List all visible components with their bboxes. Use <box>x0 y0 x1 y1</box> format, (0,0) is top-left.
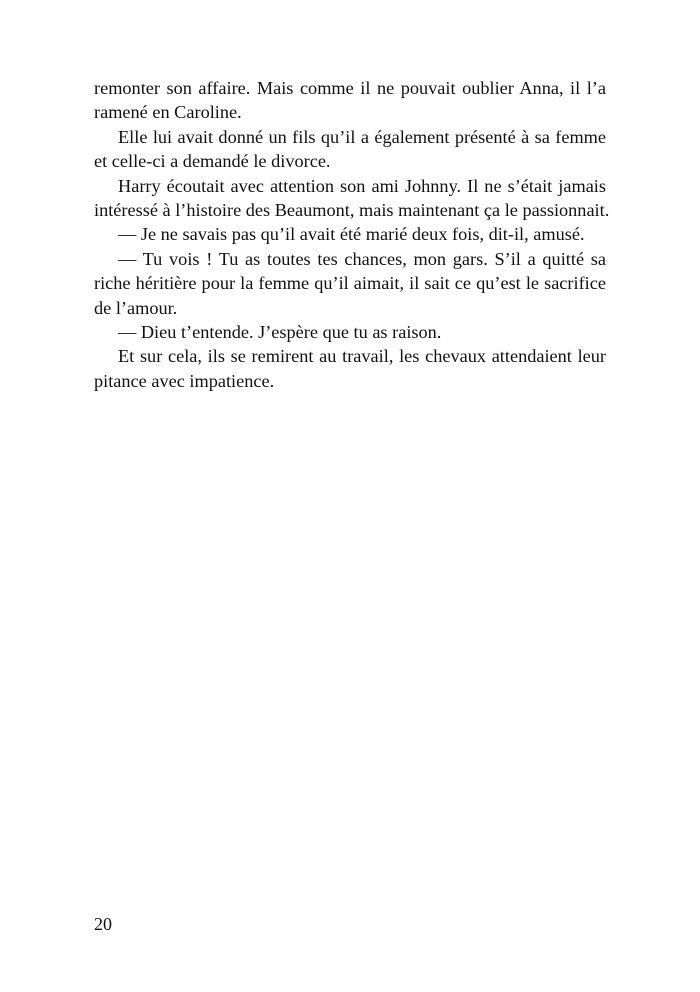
text-line: ramené en Caroline. <box>94 102 242 123</box>
text-line: Harry écoutait avec attention son ami Johnny. Il ne s’était jamais <box>118 175 606 196</box>
text-line: de l’amour. <box>94 297 178 318</box>
text-line: Elle lui avait donné un fils qu’il a également présenté à sa femme <box>118 126 606 147</box>
body-text <box>94 76 610 393</box>
text-line: intéressé à l’histoire des Beaumont, mais maintenant ça le passionnait. <box>94 200 610 221</box>
text-line: — Tu vois ! Tu as toutes tes chances, mon gars. S’il a quitté sa <box>118 248 606 269</box>
text-line: — Je ne savais pas qu’il avait été marié deux fois, dit-il, amusé. <box>118 224 585 245</box>
text-line: remonter son affaire. Mais comme il ne pouvait oublier Anna, il l’a <box>94 78 606 98</box>
paragraph <box>94 174 610 223</box>
paragraph <box>94 222 606 246</box>
paragraph <box>94 344 606 393</box>
text-line: riche héritière pour la femme qu’il aimait, il sait ce qu’est le sacrifice <box>94 273 606 294</box>
text-line: et celle-ci a demandé le divorce. <box>94 151 331 172</box>
paragraph <box>94 76 606 125</box>
text-line: pitance avec impatience. <box>94 370 275 391</box>
page-number: 20 <box>94 914 112 934</box>
text-line: — Dieu t’entende. J’espère que tu as raison. <box>118 322 442 343</box>
paragraph <box>94 320 606 344</box>
text-line: Et sur cela, ils se remirent au travail, les chevaux attendaient leur <box>118 346 606 367</box>
paragraph <box>94 125 606 174</box>
paragraph <box>94 247 606 320</box>
